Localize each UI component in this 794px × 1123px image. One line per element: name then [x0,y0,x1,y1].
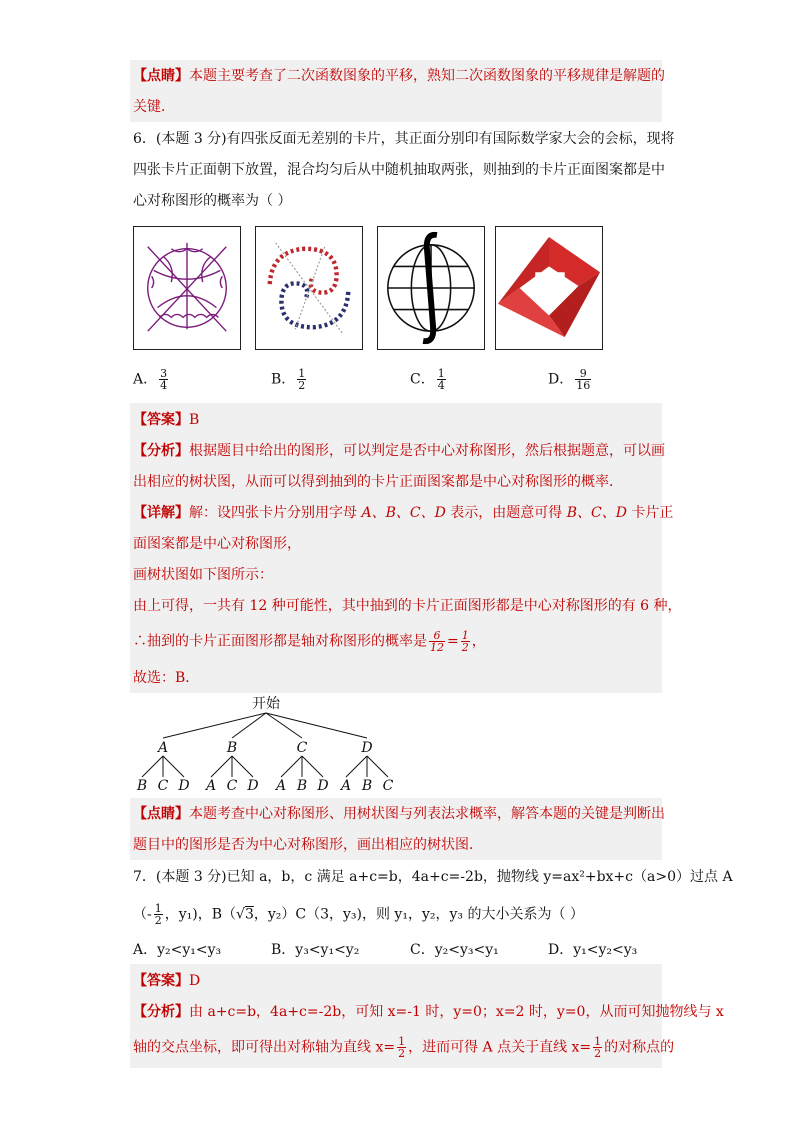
q6-count-line: 由上可得，一共有 12 种可能性，其中抽到的卡片正面图形都是中心对称图形的有 6 种， [133,598,682,614]
q6-stem-line3: 心对称图形的概率为（ ） [133,193,292,209]
tree-branch [346,756,367,777]
q6-comment-line2: 题目中的图形是否为中心对称图形，画出相应的树状图． [133,837,483,853]
tree-leaf-B-D: D [247,778,259,794]
q6-stem-line2: 四张卡片正面朝下放置，混合均匀后从中随机抽取两张，则抽到的卡片正面图案都是中 [133,162,665,178]
tree-node-A: A [157,740,169,756]
tree-leaf-C-B: B [296,778,308,794]
probability-tree [133,694,393,796]
card-purple-circle-icon [133,226,241,350]
q6-detail-line1: 【详解】解：设四张卡片分别用字母 A、B、C、D 表示，由题意可得 B、C、D 卡片正 [133,505,674,521]
tree-branch [266,713,302,738]
q7-answer: 【答案】D [133,973,201,989]
tree-root-label: 开始 [252,696,280,712]
q6-prob-line: ∴抽到的卡片正面图形都是轴对称图形的概率是 $\frac{6}{12}$ = $\frac{1}{2}$ ， [133,629,486,654]
tree-leaf-D-C: C [382,778,393,794]
tree-branch [211,756,232,777]
tree-node-C: C [296,740,308,756]
q7-stem-line2: （- $\frac{1}{2}$ ，y₁)，B（√3，y₂）C（3，y₃)，则 y₁，y₂，y₃ 的大小关系为（ ） [133,902,584,927]
tree-diagram-svg [133,694,393,796]
q6-option-b: B． $\frac{1}{2}$ [271,367,306,392]
comment-tag: 【点睛】 [133,68,189,84]
tree-branch [302,756,323,777]
tree-branch [367,756,388,777]
tree-branch [142,756,163,777]
q7-stem-line1: 7．(本题 3 分)已知 a，b，c 满足 a+c=b，4a+c=-2b，抛物线 y=ax²+bx+c（a>0）过点 A [133,869,733,885]
q5-comment-line1: 【点睛】本题主要考查了二次函数图象的平移，熟知二次函数图象的平移规律是解题的 [133,68,665,84]
tree-branch [281,756,302,777]
q6-option-a: A． $\frac{3}{4}$ [133,367,168,392]
tree-leaf-B-A: A [205,778,217,794]
tree-node-D: D [361,740,373,756]
tree-branch [163,713,266,738]
tree-leaf-C-D: D [317,778,329,794]
q6-analysis-line1: 【分析】根据题目中给出的图形，可以判定是否中心对称图形，然后根据题意，可以画 [133,443,665,459]
tree-leaf-C-A: A [275,778,287,794]
tree-leaf-B-C: C [226,778,238,794]
q6-answer: 【答案】B [133,412,200,428]
q7-analysis-line2: 轴的交点坐标，即可得出对称轴为直线 x= $\frac{1}{2}$ ，进而可得 A 点关于直线 x= $\frac{1}{2}$ 的对称点的 [133,1035,675,1060]
q6-tree-intro: 画树状图如下图所示： [133,567,273,583]
tree-branch [163,756,184,777]
q6-analysis-line2: 出相应的树状图，从而可以得到抽到的卡片正面图案都是中心对称图形的概率． [133,474,623,490]
tree-branch [266,713,367,738]
tree-leaf-A-B: B [136,778,148,794]
card-red-square-icon [495,226,603,350]
tree-leaf-D-A: A [340,778,352,794]
tree-branch [232,756,253,777]
q6-choose: 故选：B． [133,670,200,686]
q6-comment-line1: 【点睛】本题考查中心对称图形、用树状图与列表法求概率，解答本题的关键是判断出 [133,806,665,822]
q7-option-b: B．y₃<y₁<y₂ [271,942,360,958]
q6-option-d: D． $\frac{9}{16}$ [548,367,591,392]
q7-option-c: C．y₂<y₃<y₁ [410,942,499,958]
tree-leaf-A-D: D [178,778,190,794]
q6-detail-line2: 面图案都是中心对称图形， [133,536,301,552]
card-globe-integral-icon [377,226,485,350]
tree-node-B: B [226,740,238,756]
tree-leaf-A-C: C [157,778,169,794]
q6-stem-line1: 6．(本题 3 分)有四张反面无差别的卡片，其正面分别印有国际数学家大会的会标，现将 [133,131,675,147]
tree-leaf-D-B: B [361,778,373,794]
q5-comment-line2: 关键． [133,99,175,115]
q7-option-a: A．y₂<y₁<y₃ [133,942,222,958]
q7-option-d: D．y₁<y₂<y₃ [548,942,638,958]
q6-option-c: C． $\frac{1}{4}$ [410,367,445,392]
card-dotted-spirals-icon [255,226,363,350]
q7-analysis-line1: 【分析】由 a+c=b，4a+c=-2b，可知 x=-1 时，y=0；x=2 时，y=0，从而可知抛物线与 x [133,1004,724,1020]
